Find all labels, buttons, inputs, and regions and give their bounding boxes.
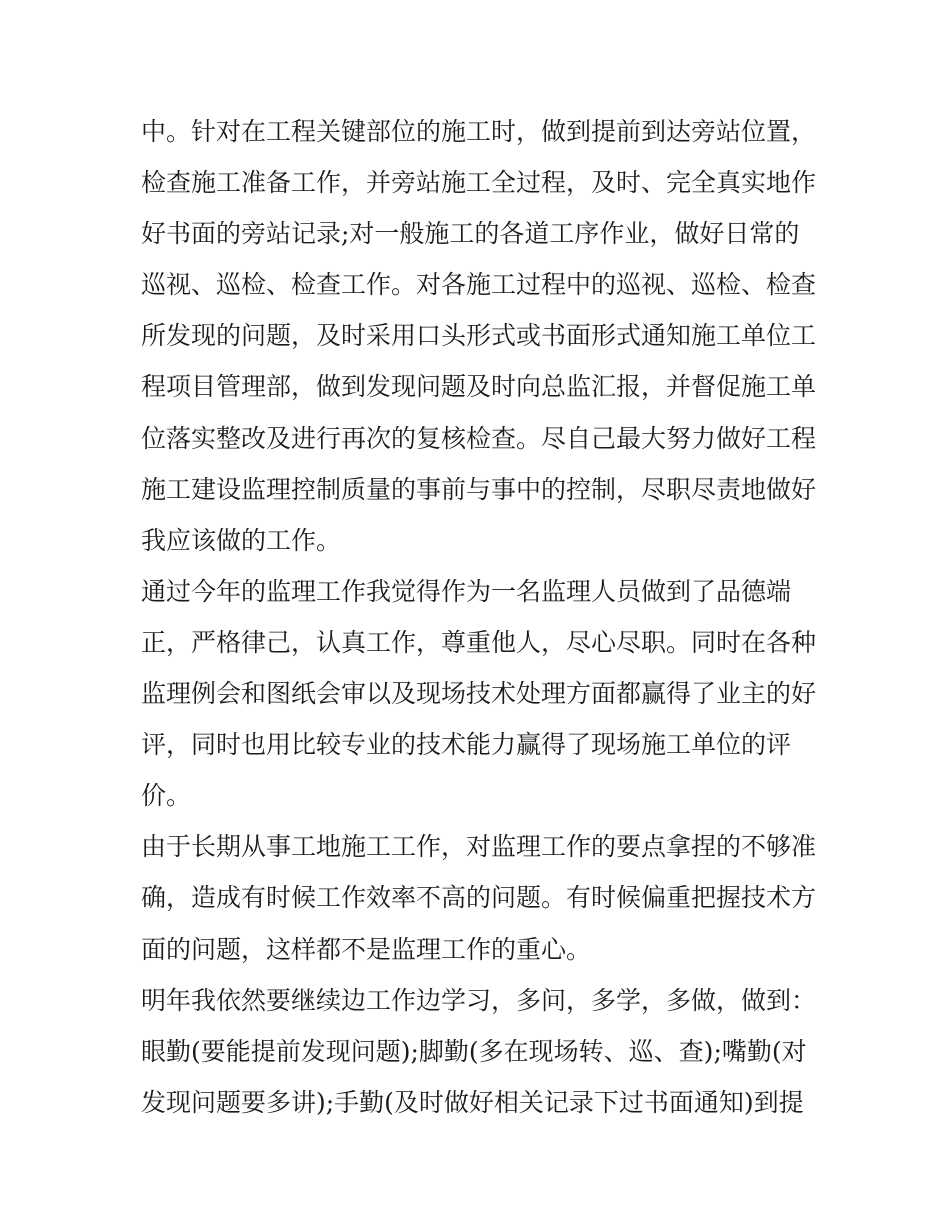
text-line: 好书面的旁站记录;对一般施工的各道工序作业，做好日常的 <box>141 219 800 249</box>
text-line: 由于长期从事工地施工工作，对监理工作的要点拿捏的不够准 <box>141 832 817 862</box>
text-line: 监理例会和图纸会审以及现场技术处理方面都赢得了业主的好 <box>141 679 817 709</box>
text-line: 中。针对在工程关键部位的施工时，做到提前到达旁站位置， <box>141 117 817 146</box>
text-line: 施工建设监理控制质量的事前与事中的控制，尽职尽责地做好 <box>141 474 817 504</box>
text-line: 检查施工准备工作，并旁站施工全过程，及时、完全真实地作 <box>141 168 817 198</box>
text-line: 正，严格律己，认真工作，尊重他人，尽心尽职。同时在各种 <box>141 627 817 657</box>
text-line: 发现问题要多讲);手勤(及时做好相关记录下过书面通知)到提 <box>141 1087 804 1117</box>
text-line: 通过今年的监理工作我觉得作为一名监理人员做到了品德端 <box>141 576 792 606</box>
text-line: 价。 <box>141 781 192 811</box>
text-line: 位落实整改及进行再次的复核检查。尽自己最大努力做好工程 <box>141 423 817 453</box>
text-line: 所发现的问题，及时采用口头形式或书面形式通知施工单位工 <box>141 321 817 351</box>
document-body <box>141 106 817 1128</box>
text-line: 我应该做的工作。 <box>141 525 342 555</box>
text-line: 明年我依然要继续边工作边学习，多问，多学，多做，做到： <box>141 985 817 1015</box>
text-line: 面的问题，这样都不是监理工作的重心。 <box>141 934 592 964</box>
text-line: 程项目管理部，做到发现问题及时向总监汇报，并督促施工单 <box>141 372 817 402</box>
text-line: 眼勤(要能提前发现问题);脚勤(多在现场转、巡、查);嘴勤(对 <box>141 1036 807 1066</box>
text-line: 巡视、巡检、检查工作。对各施工过程中的巡视、巡检、检查 <box>141 270 817 300</box>
text-line: 评，同时也用比较专业的技术能力赢得了现场施工单位的评 <box>141 730 792 760</box>
text-line: 确，造成有时候工作效率不高的问题。有时候偏重把握技术方 <box>141 883 817 913</box>
